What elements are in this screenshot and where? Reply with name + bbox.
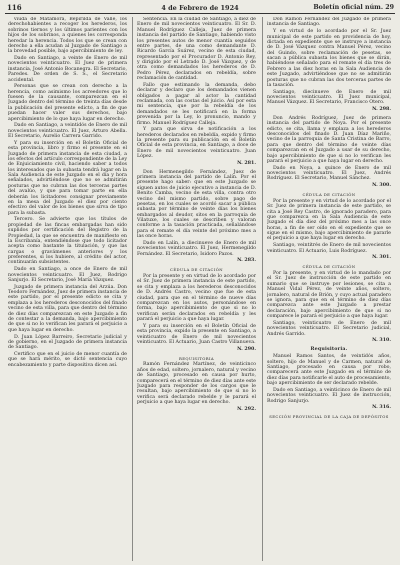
column-divider xyxy=(132,17,133,561)
notice-number: N. 301. xyxy=(372,255,391,261)
paragraph: Don Andrés Rodríguez, Juez de primera instancia del partido de Noya. Por el presente edicto, se cita, llama y emplaza a los herederos desconocidos del finado D. Juan Díaz Mariño, vecino de la parroquia de Santa Cristina de Barro, para que dentro del término de veinte días comparezcan en el Juzgado a usar de su derecho, bajo apercibimiento de que si no lo verifican les parará el perjuicio a que haya lugar en derecho. xyxy=(267,115,391,164)
paragraph: Por la presente, y en virtud de lo mandado por el Sr. Juez de instrucción de este partido en sumario que se instruye por lesiones, se cita a Manuel Vidal Pérez, de veinte años, soltero, jornalero, natural de Brión, y cuyo actual paradero se ignora, para que en el término de diez días comparezca ante este Juzgado a prestar declaración, bajo apercibimiento de que si no comparece le parará el perjuicio a que haya lugar. xyxy=(267,271,391,320)
paragraph: viuda de Matamora, Bepirilda de Valle, los derechohabientes a recoger los herederos, los sobrinos tiernos y los últimos parientes con los hijos de los sobrinos, a quienes les corresponda heredar la herencia. Todos los que se crean con derecho a ella acudan al Juzgado de Santiago a la brevedad posible, bajo apercibimiento de ley. xyxy=(8,17,127,55)
paragraph: Santiago, diecinueve de Enero de mil novecientos veinticuatro. El Juez municipal, Manuel Vázquez. El Secretario, Francisco Otero. xyxy=(267,89,391,106)
column-right xyxy=(267,17,391,561)
column-divider xyxy=(262,17,263,561)
column-middle xyxy=(137,17,256,561)
paragraph: Y para su inserción en el Boletín Oficial de esta provincia, expido la presente en Santiago, a veinticuatro de Enero de mil novecientos veinticuatro. El Actuario, Juan Castro Villanueva. xyxy=(137,323,256,345)
paragraph: Y para que sirva de notificación a los herederos declarados en rebeldía, expido y firmo la presente para su publicación en el Boletín Oficial de esta provincia, en Santiago, a doce de Enero de mil novecientos veinticuatro. Juan López. xyxy=(137,127,256,160)
issue-date: 4 de Febrero de 1924 xyxy=(161,4,239,12)
section-heading: CÉDULA DE CITACIÓN xyxy=(170,267,223,273)
paragraph: Por la presente y en virtud de lo acordado por el Sr. Juez de primera instancia de este partido, se cita a José Rey Castro, de ignorado paradero, para que comparezca en la Sala Audiencia de este Juzgado el día diez del próximo mes a las once horas, a fin de ser oído en el expediente que se sigue en el mismo, bajo apercibimiento de pararle el perjuicio a que haya lugar en derecho. xyxy=(267,198,391,242)
paragraph: Dado en Santiago, a veinticinco de Enero de mil novecientos veinticuatro. El Juez de instrucción, Rodrigo Sanjurjo. xyxy=(267,387,391,404)
paragraph: Dado en Santiago, a once de Enero de mil novecientos veinticuatro. El Juez, Rodrigo Sanjurjo. El Secretario, José María Vázquez. xyxy=(8,267,127,283)
section-heading: CÉDULA DE CITACIÓN xyxy=(302,264,356,270)
section-heading: REQUISITORIA xyxy=(178,355,215,361)
paragraph: Tercero. Se advierte que los títulos de propiedad de las fincas embargadas han sido suplidos por certificación del Registro de la Propiedad, la que se encuentra de manifiesto en la Escribanía, entendiéndose que todo licitador acepta como bastante la titulación, y que las cargas o gravámenes anteriores y los preferentes, si los hubiere, al crédito del actor, continuarán subsistentes. xyxy=(8,217,127,266)
paragraph: Don Hermenegildo Fernández, Juez de primera instancia del partido de Lalín. Por el presente hago saber: que en este Juzgado se siguen autos de juicio ejecutivo a instancia de D. Benito Camba, vecino de esta villa, contra otro vecino del mismo partido, sobre pago de pesetas, en los cuales se acordó sacar a pública subasta por término de veinte días los bienes embargados al deudor, sitos en la parroquia de Vilatuxe, los cuales se describen y valoran conforme a la tasación practicada, señalándose para el remate el día veinte del próximo mes a las once horas. xyxy=(137,169,256,240)
paragraph: Fallo que estimando la demanda, debo declarar y declaro que los demandados vienen obligados a pagar al actor la cantidad reclamada, con las costas del juicio. Así por esta mi sentencia, que por la rebeldía de los demandados se les notificará en la forma prevenida por la Ley, lo pronuncio, mando y firmo. Manuel Rodríguez Calleja. xyxy=(137,82,256,126)
paragraph: D. Juan López Barreiro, Secretario judicial y de gobierno, en el Juzgado de primera instancia de Santiago. xyxy=(8,334,127,351)
page-number: 116 xyxy=(7,3,22,12)
paragraph: Sentencia. En la ciudad de Santiago, a diez de Enero de mil novecientos veinticuatro. El Sr. D. Manuel Rodríguez Calleja, Juez de primera instancia del partido de Santiago, habiendo visto los presentes autos de menor cuantía seguidos entre partes, de una como demandante D. Ricardo García Suárez, vecino de esta ciudad, representado por el Procurador D. Antonio Rey, y dirigido por el Letrado D. José Vázquez, y de otra como demandados los herederos de D. Pedro Pérez, declarados en rebeldía, sobre reclamación de cantidad. xyxy=(137,17,256,82)
notice-number: N. 316. xyxy=(372,405,391,411)
notice-number: N. 281. xyxy=(237,160,256,166)
paragraph: Dado en Noya, a quince de Enero de mil novecientos veinticuatro. El Juez, Andrés Rodríguez. El Secretario, Manuel Sánchez. xyxy=(267,165,391,182)
bulletin-number: Boletín oficial núm. 29 xyxy=(313,4,394,11)
notice-number: N. 283. xyxy=(237,258,256,264)
paragraph: Personas que se crean con derecho a la herencia, como asimismo los acreedores que lo fuesen de la causante, comparezcan en el Juzgado dentro del término de treinta días desde la publicación del presente edicto, a fin de que puedan hacer valer sus derechos, bajo apercibimiento de lo que haya lugar en derecho. xyxy=(8,84,127,122)
header-rule xyxy=(5,13,395,14)
notice-number: N. 290. xyxy=(237,346,256,352)
paragraph: Por la presente y en virtud de lo acordado por el Sr. Juez de primera instancia de este partido, se cita y emplaza a los herederos desconocidos de D. Andrés Castro, vecino que fue de esta ciudad, para que en el término de nueve días comparezcan en los autos, personándose en forma, bajo apercibimiento de que si no lo verifican serán declarados en rebeldía y les parará el perjuicio a que haya lugar. xyxy=(137,274,256,323)
paragraph: Manuel Ramos Santos, de veintidós años, soltero, hijo de Manuel y de Carmen, natural de Santiago, procesado en causa por robo, comparecerá ante este Juzgado en el término de diez días para notificarle el auto de procesamiento, bajo apercibimiento de ser declarado rebelde. xyxy=(267,354,391,387)
paragraph: Dado en Santiago, a veinte de Enero de mil novecientos veinticuatro. El Juez de primera instancia, José Antonio Bocanegra. El Secretario, Paredes. De orden de S. S., el Secretario accidental. xyxy=(8,56,127,83)
paragraph: Dado en Lalín, a diecinueve de Enero de mil novecientos veinticuatro. El Juez, Hermenegildo Fernández. El Secretario, Isidoro Pazos. xyxy=(137,240,256,257)
paragraph: Santiago, veintitrés de Enero de mil novecientos veinticuatro. El Actuario, Luis Rodríguez. xyxy=(267,243,391,254)
paragraph: Dado en Santiago, a veintidós de Enero de mil novecientos veinticuatro. El Juez, Arturo Abella. El Secretario, Aurelio Carrera Garrido. xyxy=(8,123,127,140)
notice-number: N. 310. xyxy=(372,338,391,344)
notice-number: N. 292. xyxy=(237,406,256,412)
paragraph: Juzgado de primera instancia del Arzúa. Don Teodoro Fernández, Juez de primera instancia de este partido, por el presente edicto se cita y emplaza a los herederos desconocidos del finado vecino de esta villa, para que dentro del término de diez días comparezcan en este Juzgado a fin de contestar a la demanda, bajo apercibimiento de que si no lo verifican les parará el perjuicio a que haya lugar en derecho. xyxy=(8,284,127,333)
paragraph: Y para su inserción en el Boletín Oficial de esta provincia, libro y firmo el presente en el Juzgado de primera instancia de esta ciudad, a los efectos del artículo correspondiente de la Ley de Enjuiciamiento civil, haciendo saber a todos los interesados que la subasta tendrá lugar en la Sala Audiencia de este Juzgado en el día y hora señalados, advirtiéndose que no se admitirán posturas que no cubran las dos terceras partes del avalúo, y que para tomar parte en ella deberán los licitadores consignar previamente en la mesa del Juzgado el diez por ciento efectivo del valor de los bienes que sirva de tipo para la subasta. xyxy=(8,140,127,216)
section-heading: CÉDULA DE CITACIÓN xyxy=(302,191,356,197)
notice-number: N. 300. xyxy=(372,183,391,189)
paragraph: Don Ramón Fernández del Juzgado de primera instancia de Santiago. xyxy=(267,17,391,28)
section-heading: SECCIÓN PROVINCIAL DE LA CAJA DE DEPÓSITOS xyxy=(269,414,389,420)
notice-number: N. 298. xyxy=(372,107,391,113)
paragraph: Santiago, veinticuatro de Enero de mil novecientos veinticuatro. El Secretario judicial, Andrés Garrido. xyxy=(267,320,391,337)
column-left xyxy=(8,17,127,561)
section-heading: Requisitoria. xyxy=(310,347,348,353)
paragraph: Y en virtud de lo acordado por el Sr. Juez municipal de este partido en providencia de hoy, dictada en expediente que se instruye a instancia de D. José Vázquez contra Manuel Pérez, vecino del Guindo, sobre reclamación de pesetas, se sacan a pública subasta los bienes que se dirán, habiéndose señalado para el remate el día tres de Febrero a las diez horas en la Sala Audiencia de este Juzgado, advirtiéndose que no se admitirán posturas que no cubran las dos terceras partes de la tasación. xyxy=(267,29,391,88)
paragraph: Ramón Fernández Martínez, de veinticinco años de edad, soltero, jornalero, natural y vecino de Santiago, procesado en causa por hurto, comparecerá en el término de diez días ante este Juzgado para responder de los cargos que le resultan, bajo apercibimiento de que si no lo verifica será declarado rebelde y le parará el perjuicio a que haya lugar en derecho. xyxy=(137,362,256,406)
paragraph: Certifico que en el juicio de menor cuantía de que se hará mérito, se dictó sentencia cuyo encabezamiento y parte dispositiva dicen así. xyxy=(8,352,127,368)
